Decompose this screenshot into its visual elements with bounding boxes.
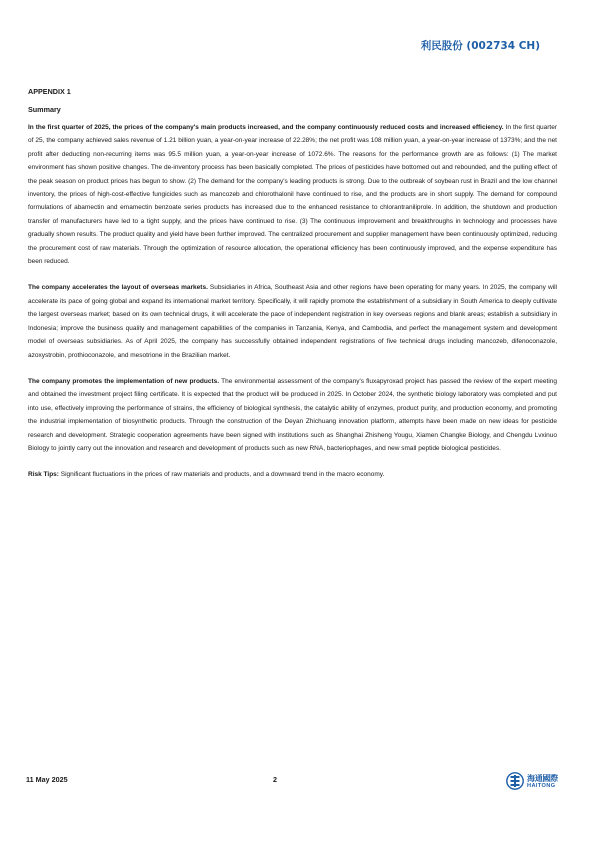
- footer-date: 11 May 2025: [26, 775, 68, 784]
- paragraph-q1-performance: [28, 121, 557, 268]
- logo-chinese-text: 海通國際: [527, 774, 558, 783]
- haitong-logo-icon: [506, 772, 524, 790]
- paragraph-overseas-markets: [28, 281, 557, 361]
- appendix-content: [28, 86, 557, 495]
- paragraph-body: Significant fluctuations in the prices of raw materials and products, and a downward trend in the macro economy.: [58, 471, 385, 479]
- paragraph-risk-tips: [28, 468, 557, 481]
- paragraph-lead: In the first quarter of 2025, the prices of the company's main products increased, and the company continuously reduced costs and increased efficiency.: [28, 124, 504, 131]
- paragraph-lead: The company accelerates the layout of overseas markets.: [28, 284, 208, 292]
- logo-english-text: HAITONG: [527, 783, 556, 789]
- paragraph-new-products: [28, 375, 557, 455]
- appendix-title: APPENDIX 1: [28, 87, 71, 96]
- haitong-logo: [506, 771, 566, 793]
- paragraph-body: Subsidiaries in Africa, Southeast Asia and other regions have been operating for many years. In 2025, the company will accelerate its pace of going global and expand its international market territory. Specifically, it will rapidly promote the establishment of a subsidiary in South America to deeply cultivate the largest overseas market; based on its own technical drugs, it will accelerate the pace of independent registration in key overseas regions and blank areas; establish a subsidiary in Indonesia; improve the business quality and management capabilities of the companies in Tanzania, Kenya, and Cambodia, and perfect the management system and development model of overseas subsidiaries. As of April 2025, the company has successfully obtained independent registrations of five technical drugs including mancozeb, difenoconazole, azoxystrobin, prothioconazole, and mesotrione in the Brazilian market.: [28, 284, 558, 359]
- paragraph-body: In the first quarter of 25, the company achieved sales revenue of 1.21 billion yuan, a year-on-year increase of 22.28%; the net profit was 108 million yuan, a year-on-year increase of 1373%; and the net profit after deducting non-recurring items was 95.5 million yuan, a year-on-year increase of 1072.6%. The reasons for the performance growth are as follows: (1) The market environment has shown positive changes. The de-inventory process has been basically completed. The prices of pesticides have bottomed out and rebounded, and the pulling effect of the peak season on product prices has begun to show. (2) The demand for the company's leading products is strong. Due to the outbreak of soybean rust in Brazil and the low channel inventory, the prices of high-cost-effective fungicides such as mancozeb and chlorothalonil have continued to rise, and the products are in short supply. The demand for compound formulations of abamectin and emamectin benzoate series products has increased due to the enhanced resistance to chlorantraniliprole. In addition, the shutdown and production transfer of manufacturers have led to a tight supply, and the prices have continued to rise. (3) The continuous improvement and breakthroughs in technology and processes have gradually shown results. The product quality and yield have been further improved. The centralized procurement and supplier management have been continuously optimized, reducing the procurement cost of raw materials. Through the optimization of resource allocation, the operational efficiency has been continuously improved, and the expense expenditure has been reduced.: [28, 124, 558, 266]
- paragraph-lead: Risk Tips:: [28, 471, 59, 479]
- summary-title: Summary: [28, 105, 61, 114]
- report-ticker-header: 利民股份 (002734 CH): [420, 40, 540, 52]
- paragraph-lead: The company promotes the implementation of new products.: [28, 377, 220, 385]
- page-number: 2: [273, 775, 277, 784]
- paragraph-body: The environmental assessment of the company's fluxapyroxad project has passed the review of the expert meeting and obtained the investment project filing certificate. It is expected that the product will be produced in 2025. In October 2024, the synthetic biology laboratory was completed and put into use, effectively improving the performance of strains, the efficiency of biological synthesis, the catalytic ability of enzymes, product purity, and production economy, and promoting the industrial implementation of biosynthetic products. Through the construction of the Deyan Zhichuang innovation platform, attempts have been made on new ideas for pesticide research and development. Strategic cooperation agreements have been signed with institutions such as Shanghai Zhisheng Yougu, Xiamen Changke Biology, and Chengdu Lvxinuo Biology to jointly carry out the innovation and research and development of products such as new RNA, bacteriophages, and new small peptide biological pesticides.: [28, 377, 557, 452]
